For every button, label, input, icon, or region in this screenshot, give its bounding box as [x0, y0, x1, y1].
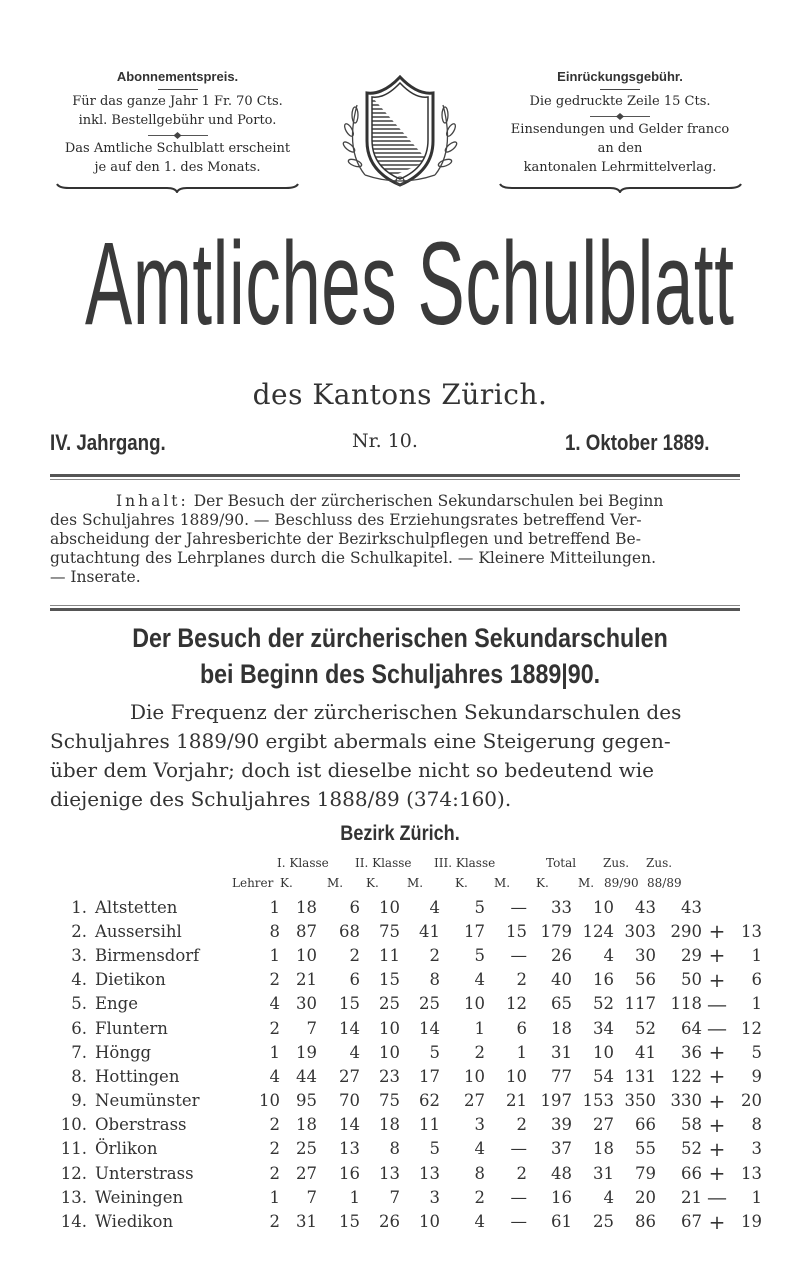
- change-value: 12: [741, 1018, 762, 1038]
- change-sign: +: [708, 1136, 726, 1161]
- change-value: 20: [741, 1091, 762, 1111]
- paragraph-line: diejenige des Schuljahres 1888/89 (374:160).: [50, 787, 512, 811]
- class1-boys: 25: [296, 1139, 317, 1159]
- change-value: 6: [751, 970, 762, 990]
- submission-to: an den: [597, 141, 643, 156]
- contents-line: des Schuljahres 1889/90. — Beschluss des Erziehungsrates betreffend Ver-: [50, 511, 642, 529]
- district-name: Neumünster: [95, 1091, 200, 1111]
- change-sign: +: [708, 967, 726, 992]
- district-name: Birmensdorf: [95, 945, 200, 965]
- sub-header: M.: [407, 876, 424, 890]
- newspaper-title: Amtliches Schulblatt: [85, 218, 735, 350]
- total-boys: 61: [551, 1212, 572, 1232]
- class1-boys: 95: [296, 1091, 317, 1111]
- total-girls: 52: [593, 994, 614, 1014]
- row-number: 5.: [71, 994, 87, 1014]
- class2-boys: 10: [379, 1018, 400, 1038]
- table-row: [57, 1185, 762, 1209]
- group-header: III. Klasse: [434, 856, 496, 870]
- group-header: I. Klasse: [277, 856, 329, 870]
- class2-girls: 62: [419, 1091, 440, 1111]
- teachers: 1: [269, 945, 280, 965]
- contents-line: gutachtung des Lehrplanes durch die Schulkapitel. — Kleinere Mitteilungen.: [50, 549, 657, 567]
- sum-1888-89: 52: [681, 1139, 702, 1159]
- sum-1889-90: 66: [635, 1115, 656, 1135]
- row-number: 1.: [71, 897, 87, 917]
- contents-line: — Inserate.: [50, 568, 141, 586]
- district-name: Fluntern: [95, 1018, 168, 1038]
- sub-header: K.: [455, 876, 468, 890]
- class2-girls: 11: [419, 1115, 440, 1135]
- table-of-contents: [50, 492, 742, 587]
- volume: IV. Jahrgang.: [50, 430, 166, 455]
- total-girls: 10: [593, 1042, 614, 1062]
- table-row: [57, 992, 762, 1016]
- class1-girls: 16: [339, 1163, 360, 1183]
- class1-girls: 6: [349, 970, 360, 990]
- teachers: 1: [269, 897, 280, 917]
- publication-note: Das Amtliche Schulblatt erscheint: [64, 141, 291, 156]
- class1-girls: 14: [339, 1115, 360, 1135]
- change-value: 8: [751, 1115, 762, 1135]
- advertising-heading: Einrückungsgebühr.: [557, 69, 683, 84]
- row-number: 6.: [71, 1018, 87, 1038]
- sub-header: M.: [327, 876, 344, 890]
- sum-1888-89: 118: [670, 994, 702, 1014]
- class2-boys: 10: [379, 897, 400, 917]
- paragraph-line: über dem Vorjahr; doch ist dieselbe nicht so bedeutend wie: [50, 758, 654, 782]
- article-heading: [0, 620, 800, 692]
- teachers: 4: [269, 994, 280, 1014]
- row-number: 13.: [60, 1187, 87, 1207]
- sum-1888-89: 29: [681, 945, 702, 965]
- class3-girls: 15: [506, 921, 527, 941]
- sum-1888-89: 122: [670, 1066, 702, 1086]
- divider: [600, 89, 640, 90]
- teachers: 2: [269, 970, 280, 990]
- total-boys: 26: [551, 945, 572, 965]
- subscription-box: [45, 67, 310, 199]
- class3-boys: 1: [474, 1018, 485, 1038]
- total-girls: 10: [593, 897, 614, 917]
- group-header: Zus.: [646, 856, 673, 870]
- change-value: 9: [751, 1066, 762, 1086]
- sub-header: 88/89: [647, 876, 682, 890]
- class1-girls: 1: [349, 1187, 360, 1207]
- class1-girls: 13: [339, 1139, 360, 1159]
- sum-1888-89: 290: [670, 921, 702, 941]
- group-header: Zus.: [603, 856, 630, 870]
- class3-boys: 3: [474, 1115, 485, 1135]
- publisher-name: kantonalen Lehrmittelverlag.: [523, 160, 717, 175]
- total-boys: 48: [551, 1163, 572, 1183]
- class1-boys: 44: [296, 1066, 317, 1086]
- brace-icon: [498, 183, 743, 193]
- zurich-coat-of-arms-icon: [335, 75, 465, 190]
- sum-1889-90: 350: [624, 1091, 656, 1111]
- district-name: Hottingen: [95, 1066, 180, 1086]
- sum-1888-89: 67: [681, 1212, 702, 1232]
- total-girls: 153: [582, 1091, 614, 1111]
- ornament-divider: [148, 135, 208, 136]
- row-number: 8.: [71, 1066, 87, 1086]
- district-name: Weiningen: [95, 1187, 184, 1207]
- change-value: 13: [741, 1163, 762, 1183]
- change-value: 5: [751, 1042, 762, 1062]
- table-row: [57, 1137, 762, 1161]
- class2-girls: 4: [429, 897, 440, 917]
- class2-girls: 13: [419, 1163, 440, 1183]
- class2-boys: 13: [379, 1163, 400, 1183]
- class3-girls: 10: [506, 1066, 527, 1086]
- class3-girls: 12: [506, 994, 527, 1014]
- table-row: [57, 943, 762, 967]
- row-number: 9.: [71, 1091, 87, 1111]
- class3-boys: 8: [474, 1163, 485, 1183]
- change-value: [732, 895, 762, 919]
- class2-girls: 8: [429, 970, 440, 990]
- subscription-note: inkl. Bestellgebühr und Porto.: [78, 113, 277, 128]
- class1-girls: 6: [349, 897, 360, 917]
- sum-1889-90: 20: [635, 1187, 656, 1207]
- class1-girls: 2: [349, 945, 360, 965]
- class1-boys: 87: [296, 921, 317, 941]
- change-sign: +: [708, 1088, 726, 1113]
- total-boys: 18: [551, 1018, 572, 1038]
- class1-girls: 14: [339, 1018, 360, 1038]
- row-number: 11.: [60, 1139, 87, 1159]
- total-girls: 31: [593, 1163, 614, 1183]
- change-sign: [702, 895, 732, 919]
- teachers: 10: [259, 1091, 280, 1111]
- sub-header: M.: [578, 876, 595, 890]
- class2-boys: 18: [379, 1115, 400, 1135]
- class3-girls: 2: [516, 970, 527, 990]
- subscription-heading: Abonnementspreis.: [116, 69, 239, 84]
- class1-boys: 18: [296, 897, 317, 917]
- table-row: [57, 1209, 762, 1233]
- contents-line: abscheidung der Jahresberichte der Bezirkschulpflegen und betreffend Be-: [50, 530, 641, 548]
- district-name: Altstetten: [95, 897, 178, 917]
- row-number: 10.: [60, 1115, 87, 1135]
- total-boys: 16: [551, 1187, 572, 1207]
- class2-girls: 2: [429, 945, 440, 965]
- class2-boys: 7: [389, 1187, 400, 1207]
- row-number: 12.: [60, 1163, 87, 1183]
- table-row: [57, 1064, 762, 1088]
- contents-label: Inhalt:: [116, 492, 189, 510]
- total-boys: 40: [551, 970, 572, 990]
- enrollment-table: [57, 895, 762, 1234]
- class2-boys: 25: [379, 994, 400, 1014]
- table-row: [57, 895, 762, 919]
- class1-boys: 31: [296, 1212, 317, 1232]
- sum-1889-90: 86: [635, 1212, 656, 1232]
- change-sign: —: [707, 1016, 727, 1041]
- class1-boys: 19: [296, 1042, 317, 1062]
- sum-1889-90: 117: [624, 994, 656, 1014]
- change-value: 13: [741, 921, 762, 941]
- class1-boys: 7: [306, 1187, 317, 1207]
- sum-1888-89: 50: [681, 970, 702, 990]
- group-header: Total: [546, 856, 577, 870]
- class3-boys: 27: [464, 1091, 485, 1111]
- class2-girls: 5: [429, 1042, 440, 1062]
- teachers: 2: [269, 1018, 280, 1038]
- class2-boys: 10: [379, 1042, 400, 1062]
- total-boys: 33: [551, 897, 572, 917]
- sum-1888-89: 21: [681, 1187, 702, 1207]
- total-girls: 4: [603, 945, 614, 965]
- table-row: [57, 919, 762, 943]
- sum-1889-90: 55: [635, 1139, 656, 1159]
- change-sign: +: [708, 1040, 726, 1065]
- teachers: 8: [269, 921, 280, 941]
- sum-1889-90: 30: [635, 945, 656, 965]
- class2-boys: 8: [389, 1139, 400, 1159]
- total-boys: 39: [551, 1115, 572, 1135]
- class2-girls: 10: [419, 1212, 440, 1232]
- class2-girls: 3: [429, 1187, 440, 1207]
- class2-boys: 15: [379, 970, 400, 990]
- issue-number: Nr. 10.: [352, 430, 418, 452]
- class2-girls: 5: [429, 1139, 440, 1159]
- sub-header: 89/90: [604, 876, 639, 890]
- total-girls: 34: [593, 1018, 614, 1038]
- total-girls: 27: [593, 1115, 614, 1135]
- subscription-price: Für das ganze Jahr 1 Fr. 70 Cts.: [72, 94, 283, 109]
- class3-boys: 10: [464, 1066, 485, 1086]
- double-rule: [50, 605, 740, 611]
- class1-boys: 18: [296, 1115, 317, 1135]
- district-name: Höngg: [95, 1042, 152, 1062]
- table-row: [57, 1113, 762, 1137]
- issue-date: 1. Oktober 1889.: [565, 430, 710, 455]
- class3-boys: 4: [474, 970, 485, 990]
- total-girls: 18: [593, 1139, 614, 1159]
- class1-girls: 27: [339, 1066, 360, 1086]
- district-name: Örlikon: [95, 1139, 158, 1159]
- class3-girls: 21: [506, 1091, 527, 1111]
- paragraph-line: Schuljahres 1889/90 ergibt abermals eine Steigerung gegen-: [50, 729, 671, 753]
- sum-1889-90: 131: [624, 1066, 656, 1086]
- change-sign: +: [708, 1161, 726, 1186]
- row-number: 7.: [71, 1042, 87, 1062]
- article-paragraph: [50, 698, 742, 814]
- district-name: Dietikon: [95, 970, 166, 990]
- sum-1888-89: 43: [681, 897, 702, 917]
- sum-1889-90: 303: [624, 921, 656, 941]
- sum-1889-90: 43: [635, 897, 656, 917]
- district-name: Unterstrass: [95, 1163, 194, 1183]
- class3-girls: —: [510, 1139, 527, 1159]
- class3-boys: 4: [474, 1139, 485, 1159]
- sub-header: M.: [494, 876, 511, 890]
- district-name: Enge: [95, 994, 138, 1014]
- sum-1888-89: 330: [670, 1091, 702, 1111]
- class3-girls: —: [510, 1212, 527, 1232]
- table-row: [57, 968, 762, 992]
- change-value: 3: [751, 1139, 762, 1159]
- class1-boys: 27: [296, 1163, 317, 1183]
- class3-boys: 2: [474, 1187, 485, 1207]
- change-sign: +: [708, 1064, 726, 1089]
- change-value: 1: [751, 945, 762, 965]
- class2-boys: 23: [379, 1066, 400, 1086]
- class3-girls: 2: [516, 1163, 527, 1183]
- class1-girls: 70: [339, 1091, 360, 1111]
- change-sign: —: [707, 1185, 727, 1210]
- divider: [158, 89, 198, 90]
- change-value: 1: [751, 994, 762, 1014]
- sub-header: K.: [366, 876, 379, 890]
- teachers: 2: [269, 1139, 280, 1159]
- district-name: Oberstrass: [95, 1115, 187, 1135]
- publication-schedule: je auf den 1. des Monats.: [94, 160, 261, 175]
- class2-boys: 75: [379, 1091, 400, 1111]
- total-boys: 31: [551, 1042, 572, 1062]
- class3-boys: 5: [474, 945, 485, 965]
- sub-header: K.: [280, 876, 293, 890]
- table-row: [57, 1089, 762, 1113]
- class3-boys: 10: [464, 994, 485, 1014]
- class1-girls: 15: [339, 1212, 360, 1232]
- sum-1889-90: 79: [635, 1163, 656, 1183]
- class2-girls: 25: [419, 994, 440, 1014]
- double-rule: [50, 474, 740, 480]
- article-heading-line: bei Beginn des Schuljahres 1889|90.: [199, 659, 601, 689]
- table-title: Bezirk Zürich.: [340, 822, 460, 845]
- change-value: 19: [741, 1212, 762, 1232]
- total-girls: 4: [603, 1187, 614, 1207]
- class2-girls: 17: [419, 1066, 440, 1086]
- total-boys: 197: [540, 1091, 572, 1111]
- total-girls: 25: [593, 1212, 614, 1232]
- sum-1889-90: 52: [635, 1018, 656, 1038]
- change-sign: +: [708, 1112, 726, 1137]
- class2-boys: 26: [379, 1212, 400, 1232]
- advertising-rate: Die gedruckte Zeile 15 Cts.: [529, 94, 711, 109]
- total-girls: 124: [582, 921, 614, 941]
- row-number: 2.: [71, 921, 87, 941]
- class3-girls: —: [510, 945, 527, 965]
- group-header: II. Klasse: [355, 856, 412, 870]
- newspaper-subtitle: des Kantons Zürich.: [252, 378, 548, 411]
- class3-girls: 6: [516, 1018, 527, 1038]
- table-row: [57, 1040, 762, 1064]
- class3-boys: 17: [464, 921, 485, 941]
- class1-boys: 30: [296, 994, 317, 1014]
- sum-1888-89: 36: [681, 1042, 702, 1062]
- row-number: 3.: [71, 945, 87, 965]
- change-sign: —: [707, 991, 727, 1016]
- total-girls: 16: [593, 970, 614, 990]
- sum-1889-90: 56: [635, 970, 656, 990]
- total-boys: 179: [540, 921, 572, 941]
- teachers: 4: [269, 1066, 280, 1086]
- teachers: 2: [269, 1212, 280, 1232]
- sum-1888-89: 58: [681, 1115, 702, 1135]
- sum-1889-90: 41: [635, 1042, 656, 1062]
- class2-girls: 41: [419, 921, 440, 941]
- brace-icon: [55, 183, 300, 193]
- submission-note: Einsendungen und Gelder franco: [510, 122, 730, 137]
- class3-girls: —: [510, 897, 527, 917]
- change-sign: +: [708, 1209, 726, 1234]
- class2-boys: 75: [379, 921, 400, 941]
- row-number: 14.: [60, 1212, 87, 1232]
- total-boys: 65: [551, 994, 572, 1014]
- class3-girls: 2: [516, 1115, 527, 1135]
- total-girls: 54: [593, 1066, 614, 1086]
- class1-girls: 15: [339, 994, 360, 1014]
- change-sign: +: [708, 919, 726, 944]
- teachers: 1: [269, 1042, 280, 1062]
- teachers: 2: [269, 1163, 280, 1183]
- class2-girls: 14: [419, 1018, 440, 1038]
- teachers: 2: [269, 1115, 280, 1135]
- table-row: [57, 1016, 762, 1040]
- class3-boys: 2: [474, 1042, 485, 1062]
- advertising-box: [495, 67, 745, 199]
- class1-girls: 4: [349, 1042, 360, 1062]
- sum-1888-89: 64: [681, 1018, 702, 1038]
- table-row: [57, 1161, 762, 1185]
- class1-boys: 10: [296, 945, 317, 965]
- district-name: Aussersihl: [95, 921, 182, 941]
- sum-1888-89: 66: [681, 1163, 702, 1183]
- paragraph-line: Die Frequenz der zürcherischen Sekundarschulen des: [130, 700, 682, 724]
- row-number: 4.: [71, 970, 87, 990]
- class2-boys: 11: [379, 945, 400, 965]
- class3-girls: 1: [516, 1042, 527, 1062]
- total-boys: 37: [551, 1139, 572, 1159]
- contents-line: Der Besuch der zürcherischen Sekundarschulen bei Beginn: [193, 492, 664, 510]
- class3-boys: 4: [474, 1212, 485, 1232]
- class1-girls: 68: [339, 921, 360, 941]
- change-value: 1: [751, 1187, 762, 1207]
- sub-header: Lehrer: [232, 876, 274, 890]
- total-boys: 77: [551, 1066, 572, 1086]
- teachers: 1: [269, 1187, 280, 1207]
- district-name: Wiedikon: [95, 1212, 174, 1232]
- article-heading-line: Der Besuch der zürcherischen Sekundarschulen: [132, 623, 668, 653]
- class1-boys: 21: [296, 970, 317, 990]
- class1-boys: 7: [306, 1018, 317, 1038]
- sub-header: K.: [536, 876, 549, 890]
- ornament-divider: [590, 116, 650, 117]
- class3-boys: 5: [474, 897, 485, 917]
- class3-girls: —: [510, 1187, 527, 1207]
- change-sign: +: [708, 943, 726, 968]
